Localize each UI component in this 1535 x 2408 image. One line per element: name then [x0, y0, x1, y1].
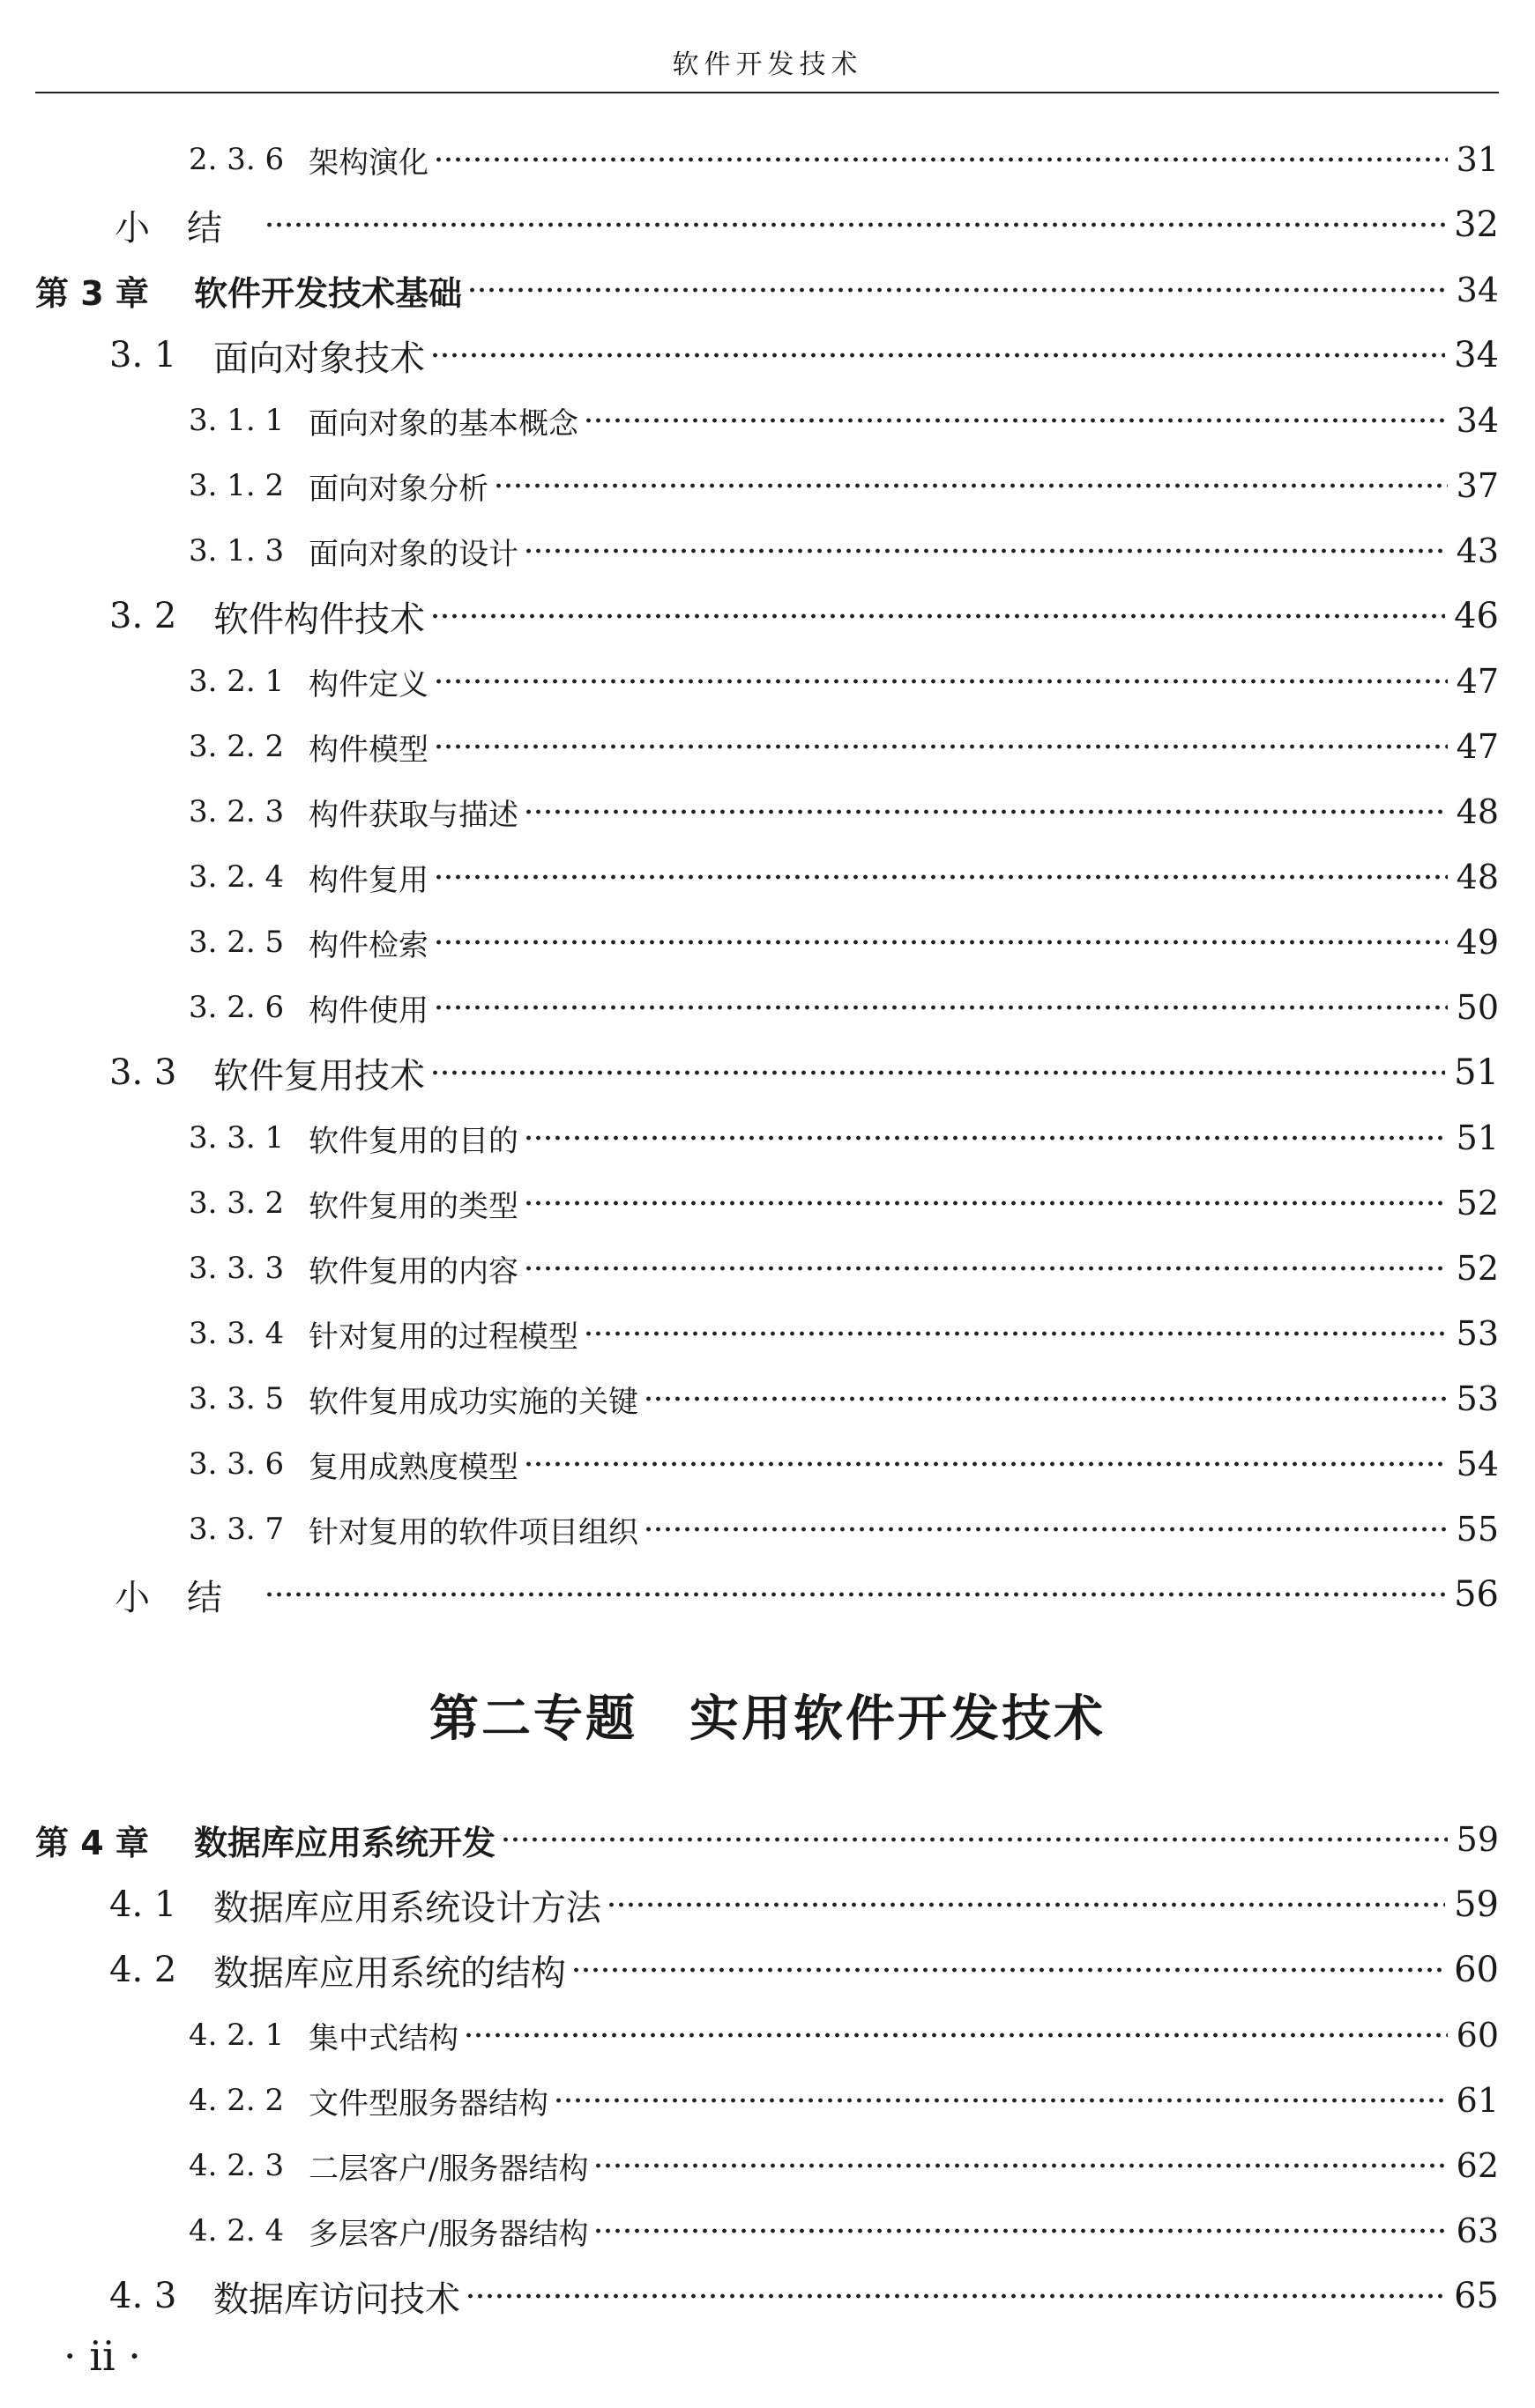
toc-entry-page: 55: [1456, 1510, 1499, 1549]
dot-leader: [265, 1589, 1445, 1600]
toc-entry-number: 4. 2. 1: [189, 2018, 285, 2053]
toc-entry-title: 面向对象的基本概念: [309, 405, 578, 442]
toc-entry[interactable]: [35, 1872, 1499, 1937]
toc-entry[interactable]: [35, 1105, 1499, 1171]
dot-leader: [524, 546, 1448, 556]
dot-leader: [430, 1067, 1445, 1078]
toc-entry-number: 3. 3. 3: [189, 1251, 285, 1286]
toc-entry-number: 3. 1: [109, 335, 177, 375]
toc-entry-page: 43: [1456, 531, 1499, 570]
toc-entry-number: 3. 3. 4: [189, 1316, 285, 1351]
toc-entry[interactable]: [35, 910, 1499, 975]
toc-entry-title: 针对复用的软件项目组织: [309, 1514, 638, 1550]
toc-entry-number: 3. 3. 2: [189, 1185, 285, 1221]
toc-entry-page: 46: [1454, 596, 1499, 636]
toc-entry-title: 面向对象的设计: [309, 536, 518, 572]
toc-entry-page: 52: [1456, 1184, 1499, 1223]
toc-entry-page: 59: [1456, 1820, 1499, 1859]
toc-entry-title: 面向对象分析: [309, 471, 488, 507]
toc-entry-number: 3. 1. 3: [189, 533, 285, 569]
toc-entry-title: 文件型服务器结构: [309, 2085, 548, 2122]
toc-entry[interactable]: [35, 714, 1499, 779]
toc-entry[interactable]: [35, 388, 1499, 453]
toc-entry-title: 软件复用的目的: [309, 1123, 518, 1159]
toc-entry-number: 3. 1. 2: [189, 468, 285, 503]
toc-entry[interactable]: [35, 1497, 1499, 1562]
dot-leader: [524, 806, 1448, 817]
toc-entry[interactable]: [35, 257, 1499, 323]
toc-entry[interactable]: [35, 2003, 1499, 2068]
toc-entry-title: 小结: [115, 1577, 259, 1618]
dot-leader: [434, 937, 1448, 948]
toc-entry-title: 软件复用成功实施的关键: [309, 1384, 638, 1420]
dot-leader: [464, 2030, 1448, 2040]
toc-entry-title: 构件检索: [309, 927, 428, 963]
toc-entry-page: 54: [1456, 1445, 1499, 1483]
dot-leader: [434, 741, 1448, 752]
toc-entry-title: 集中式结构: [309, 2020, 458, 2056]
toc-entry-number: 2. 3. 6: [189, 142, 285, 177]
dot-leader: [434, 1002, 1448, 1013]
toc-entry-title: 针对复用的过程模型: [309, 1319, 578, 1355]
toc-entry-number: 第 3 章: [35, 273, 149, 313]
toc-entry-page: 37: [1456, 466, 1499, 505]
toc-entry-title: 构件定义: [309, 666, 428, 702]
dot-leader: [524, 1263, 1448, 1274]
dot-leader: [524, 1133, 1448, 1143]
toc-entry[interactable]: [35, 453, 1499, 518]
toc-entry[interactable]: [35, 2133, 1499, 2198]
toc-entry-page: 51: [1454, 1052, 1499, 1093]
toc-entry-title: 数据库应用系统设计方法: [213, 1887, 601, 1929]
dot-leader: [434, 676, 1448, 687]
toc-entry-number: 4. 2: [109, 1950, 177, 1990]
toc-entry-page: 48: [1456, 858, 1499, 896]
toc-entry-number: 3. 2. 2: [189, 729, 285, 764]
running-header: 软件开发技术: [672, 49, 863, 80]
dot-leader: [524, 1459, 1448, 1469]
toc-entry[interactable]: [35, 1562, 1499, 1627]
toc-entry-page: 60: [1454, 1950, 1499, 1990]
toc-entry[interactable]: [35, 844, 1499, 910]
toc-entry-page: 53: [1456, 1314, 1499, 1353]
dot-leader: [584, 1328, 1448, 1339]
toc-entry-title: 面向对象技术: [213, 338, 425, 379]
dot-leader: [466, 2291, 1445, 2301]
toc-entry-title: 软件复用技术: [213, 1055, 425, 1096]
toc-entry-page: 34: [1454, 335, 1499, 375]
toc-entry[interactable]: [35, 192, 1499, 257]
dot-leader: [265, 219, 1445, 230]
toc-entry-page: 60: [1456, 2016, 1499, 2055]
toc-entry-number: 3. 3: [109, 1052, 177, 1093]
header-rule: [35, 92, 1499, 93]
dot-leader: [501, 1834, 1448, 1845]
toc-entry[interactable]: [35, 1937, 1499, 2003]
toc-entry-page: 47: [1456, 662, 1499, 701]
dot-leader: [524, 1198, 1448, 1208]
dot-leader: [644, 1524, 1448, 1535]
toc-entry-page: 50: [1456, 988, 1499, 1027]
toc-entry-title: 架构演化: [309, 145, 428, 181]
toc-entry-page: 31: [1456, 140, 1499, 179]
toc-entry-title: 数据库应用系统的结构: [213, 1952, 566, 1994]
toc-entry-title: 构件获取与描述: [309, 797, 518, 833]
toc-entry[interactable]: [35, 975, 1499, 1040]
toc-entry-number: 3. 3. 5: [189, 1381, 285, 1416]
toc-entry-page: 56: [1454, 1574, 1499, 1615]
dot-leader: [571, 1965, 1445, 1975]
toc-entry[interactable]: [35, 323, 1499, 388]
toc-entry-page: 52: [1456, 1249, 1499, 1288]
dot-leader: [434, 154, 1448, 165]
toc-entry-number: 3. 2. 5: [189, 925, 285, 960]
toc-entry-title: 复用成熟度模型: [309, 1449, 518, 1485]
toc-entry[interactable]: [35, 2263, 1499, 2329]
toc-entry-number: 4. 2. 3: [189, 2148, 285, 2183]
toc-entry-page: 51: [1456, 1119, 1499, 1157]
toc-entry-page: 62: [1456, 2146, 1499, 2185]
dot-leader: [593, 2226, 1447, 2236]
toc-entry-title: 软件复用的内容: [309, 1253, 518, 1289]
dot-leader: [430, 350, 1445, 360]
toc-entry-title: 构件模型: [309, 732, 428, 768]
dot-leader: [593, 2160, 1447, 2171]
toc-entry-page: 49: [1456, 923, 1499, 962]
toc-entry[interactable]: [35, 649, 1499, 714]
toc-entry-number: 3. 3. 6: [189, 1446, 285, 1482]
toc-entry[interactable]: [35, 1366, 1499, 1431]
toc-list-bottom: [35, 1807, 1499, 2329]
toc-entry-number: 4. 3: [109, 2276, 177, 2316]
toc-entry-number: 4. 2. 2: [189, 2083, 285, 2118]
toc-entry-page: 48: [1456, 792, 1499, 831]
toc-entry-number: 4. 2. 4: [189, 2213, 285, 2248]
part-title: 第二专题 实用软件开发技术: [429, 1691, 1106, 1748]
dot-leader: [494, 480, 1448, 491]
toc-entry-title: 数据库访问技术: [213, 2278, 460, 2320]
toc-entry-page: 34: [1456, 271, 1499, 309]
dot-leader: [607, 1899, 1445, 1910]
toc-entry-page: 53: [1456, 1379, 1499, 1418]
page-folio: · ii ·: [63, 2332, 141, 2380]
toc-entry[interactable]: [35, 2068, 1499, 2133]
toc-entry-title: 构件复用: [309, 862, 428, 898]
dot-leader: [467, 285, 1448, 295]
toc-entry[interactable]: [35, 583, 1499, 649]
toc-entry[interactable]: [35, 1171, 1499, 1236]
toc-entry-page: 65: [1454, 2276, 1499, 2316]
toc-entry-number: 3. 2: [109, 596, 177, 636]
toc-entry-title: 软件构件技术: [213, 598, 425, 640]
toc-entry[interactable]: [35, 518, 1499, 583]
toc-entry-number: 3. 3. 1: [189, 1120, 285, 1156]
toc-entry-number: 3. 1. 1: [189, 403, 285, 438]
toc-entry-number: 3. 2. 6: [189, 990, 285, 1025]
toc-entry-page: 47: [1456, 727, 1499, 766]
dot-leader: [584, 415, 1448, 426]
toc-entry[interactable]: [35, 1040, 1499, 1105]
dot-leader: [644, 1394, 1448, 1404]
toc-entry-number: 3. 2. 4: [189, 859, 285, 895]
toc-entry-page: 61: [1456, 2081, 1499, 2120]
toc-entry[interactable]: [35, 779, 1499, 844]
toc-entry-page: 63: [1456, 2211, 1499, 2250]
toc-entry[interactable]: [35, 1807, 1499, 1872]
dot-leader: [434, 872, 1448, 882]
toc-entry-page: 34: [1456, 401, 1499, 440]
toc-entry[interactable]: [35, 127, 1499, 192]
toc-entry-page: 59: [1454, 1884, 1499, 1925]
toc-entry-title: 小结: [115, 207, 259, 249]
toc-entry[interactable]: [35, 1301, 1499, 1366]
toc-entry[interactable]: [35, 1236, 1499, 1301]
toc-entry-number: 3. 2. 3: [189, 794, 285, 829]
dot-leader: [554, 2095, 1448, 2106]
toc-entry[interactable]: [35, 2198, 1499, 2263]
toc-entry-title: 软件复用的类型: [309, 1188, 518, 1224]
toc-entry-title: 构件使用: [309, 992, 428, 1029]
dot-leader: [430, 611, 1445, 621]
toc-entry-page: 32: [1454, 204, 1499, 245]
toc-entry-number: 4. 1: [109, 1884, 177, 1925]
toc-entry-number: 3. 3. 7: [189, 1512, 285, 1547]
toc-entry-title: 数据库应用系统开发: [194, 1823, 496, 1862]
toc-entry-title: 二层客户/服务器结构: [309, 2151, 589, 2187]
toc-entry[interactable]: [35, 1431, 1499, 1497]
toc-entry-number: 3. 2. 1: [189, 664, 285, 699]
toc-entry-title: 软件开发技术基础: [194, 273, 463, 313]
toc-entry-number: 第 4 章: [35, 1823, 149, 1862]
toc-list-top: [35, 127, 1499, 1627]
toc-entry-title: 多层客户/服务器结构: [309, 2216, 589, 2252]
